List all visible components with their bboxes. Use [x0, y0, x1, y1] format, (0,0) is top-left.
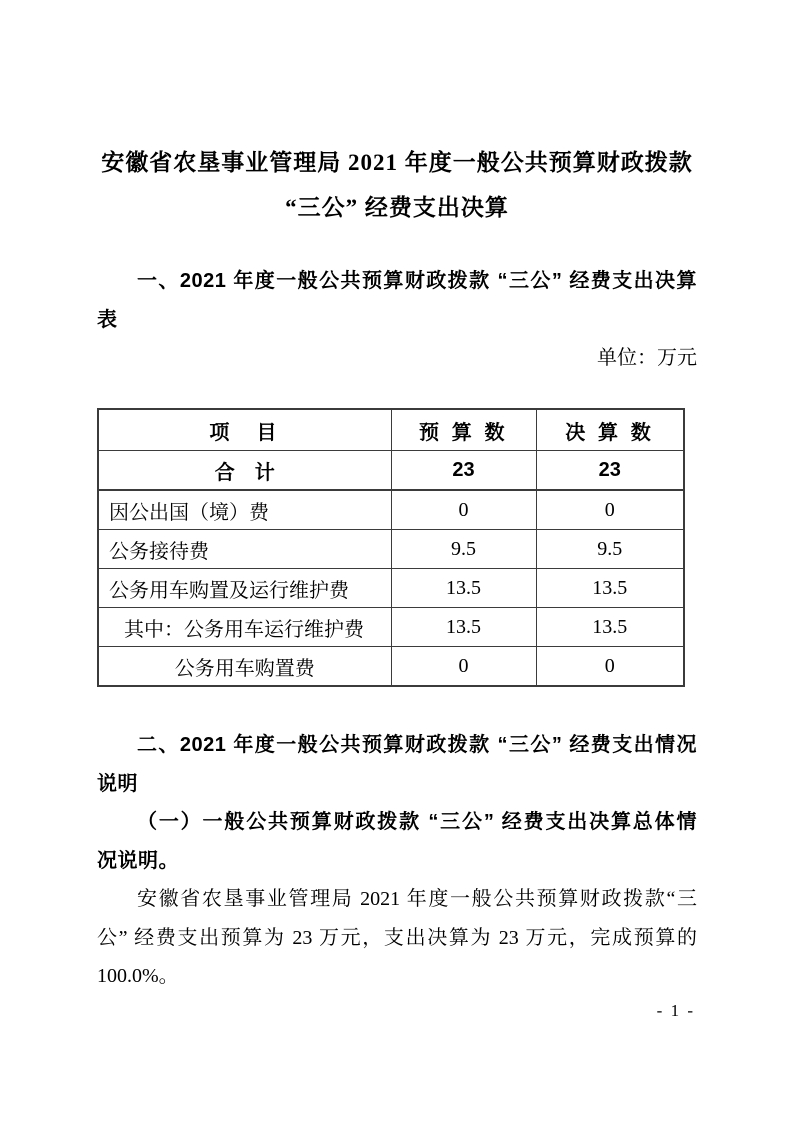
item-cell: 其中：公务用车运行维护费: [98, 608, 391, 647]
title-line-1: 安徽省农垦事业管理局 2021 年度一般公共预算财政拨款: [101, 150, 693, 175]
final-cell: 23: [536, 451, 684, 491]
section1-heading-line1: 一、2021 年度一般公共预算财政拨款 “三公” 经费支出决算: [137, 270, 697, 292]
budget-cell: 0: [391, 647, 536, 687]
section2-heading-line1: 二、2021 年度一般公共预算财政拨款 “三公” 经费支出情况: [137, 734, 697, 756]
expenditure-table: [97, 408, 685, 687]
section2-subheading-line2: 况说明。: [97, 849, 179, 872]
table-row-vehicle-operation: [98, 608, 684, 647]
page-number: - 1 -: [656, 1001, 695, 1020]
budget-cell: 13.5: [391, 608, 536, 647]
budget-cell: 0: [391, 490, 536, 530]
item-cell: 合 计: [98, 451, 391, 491]
budget-cell: 23: [391, 451, 536, 491]
body-paragraph-line1: 安徽省农垦事业管理局 2021 年度一般公共预算财政拨款“三: [137, 888, 697, 910]
section2-heading-line2: 说明: [97, 772, 138, 795]
table-row-total: [98, 451, 684, 491]
final-cell: 13.5: [536, 608, 684, 647]
body-paragraph-line3: 100.0%。: [97, 965, 179, 987]
item-cell: 公务用车购置及运行维护费: [98, 569, 391, 608]
unit-label: 单位：万元: [597, 347, 697, 369]
section2-subheading-line1: （一）一般公共预算财政拨款 “三公” 经费支出决算总体情: [137, 811, 697, 833]
section1-heading-line2: 表: [97, 308, 118, 331]
table-row-vehicle-purchase: [98, 647, 684, 687]
body-paragraph-line2: 公” 经费支出预算为 23 万元，支出决算为 23 万元，完成预算的: [97, 926, 697, 949]
final-cell: 13.5: [536, 569, 684, 608]
table-row-abroad: [98, 490, 684, 530]
final-cell: 9.5: [536, 530, 684, 569]
section2: [97, 726, 697, 996]
final-cell: 0: [536, 647, 684, 687]
header-item: 项 目: [98, 409, 391, 451]
title-line-2: “三公” 经费支出决算: [285, 195, 509, 220]
item-cell: 公务用车购置费: [98, 647, 391, 687]
table-header-row: [98, 409, 684, 451]
header-final: 决 算 数: [536, 409, 684, 451]
document-title: [0, 140, 794, 230]
budget-cell: 9.5: [391, 530, 536, 569]
item-cell: 因公出国（境）费: [98, 490, 391, 530]
section1: [97, 262, 697, 378]
final-cell: 0: [536, 490, 684, 530]
budget-cell: 13.5: [391, 569, 536, 608]
table-row-reception: [98, 530, 684, 569]
table-row-vehicle-total: [98, 569, 684, 608]
header-budget: 预 算 数: [391, 409, 536, 451]
item-cell: 公务接待费: [98, 530, 391, 569]
